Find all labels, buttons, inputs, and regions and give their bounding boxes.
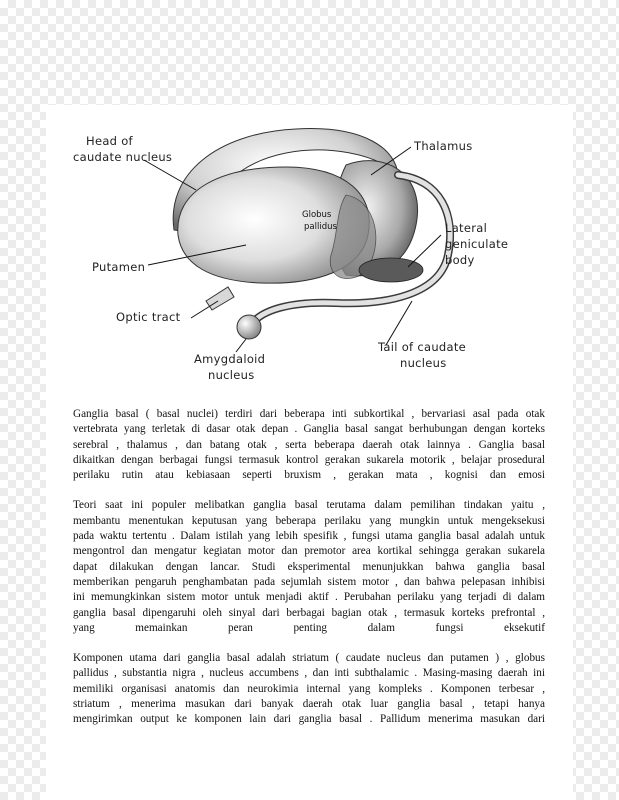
label-putamen: Putamen xyxy=(92,260,146,274)
amygdaloid-nucleus-shape xyxy=(237,315,261,339)
basal-ganglia-illustration xyxy=(46,105,573,400)
text-line: Ganglia basal ( basal nuclei) terdiri dari beberapa inti subkortikal , bervariasi asal pada otak xyxy=(73,408,545,420)
text-line: ini memungkinkan sistem motor untuk menjadi aktif . Perubahan perilaku yang terjadi di dalam xyxy=(73,591,545,604)
text-line: Teori saat ini populer melibatkan ganglia basal terutama dalam pemilihan tindakan yaitu , xyxy=(73,499,545,512)
article-body xyxy=(73,407,545,743)
label-head-caudate-line2: caudate nucleus xyxy=(73,150,173,164)
text-line: memiliki organisasi anatomis dan neurokimia internal yang kompleks . Komponen terbesar , xyxy=(73,682,545,695)
text-line: serebral , thalamus , dan batang otak , serta beberapa daerah otak lainnya . Ganglia basal xyxy=(73,438,545,451)
text-line: perilaku rutin atau kebiasaan seperti bruxism , gerakan mata , kognisi dan emosi xyxy=(73,469,545,482)
paragraph-3 xyxy=(73,651,545,727)
text-line: membantu menentukan keputusan yang beberapa perilaku yang mungkin untuk mengeksekusi xyxy=(73,514,545,527)
text-line: Komponen utama dari ganglia basal adalah striatum ( caudate nucleus dan putamen ) , globus xyxy=(73,652,545,665)
label-optic-tract: Optic tract xyxy=(116,310,181,324)
label-head-caudate-line1: Head of xyxy=(86,134,133,148)
label-amygdaloid-line2: nucleus xyxy=(208,368,255,382)
text-line: yang memainkan peran penting dalam fungsi eksekutif xyxy=(73,621,545,634)
text-line: pallidus , substantia nigra , nucleus accumbens , dan inti subthalamic . Masing-masing daerah ini xyxy=(73,667,545,680)
text-line: dapat dilakukan dengan lancar. Studi eksperimental menunjukkan bahwa ganglia basal xyxy=(73,560,545,573)
label-thalamus: Thalamus xyxy=(414,139,473,153)
label-globus-line1: Globus xyxy=(302,210,332,220)
optic-tract-shape xyxy=(206,287,234,310)
paragraph-1 xyxy=(73,407,545,483)
label-amygdaloid-line1: Amygdaloid xyxy=(194,352,266,366)
label-tail-caudate-line1: Tail of caudate xyxy=(378,340,467,354)
basal-ganglia-figure xyxy=(46,105,573,400)
label-globus-line2: pallidus xyxy=(304,222,337,232)
text-line: striatum , menerima masukan dari banyak daerah otak luar ganglia basal , tetapi hanya xyxy=(73,698,545,711)
text-line: memberikan pengaruh penghambatan pada sejumlah sistem motor , dan bahwa pelepasan inhibisi xyxy=(73,575,545,588)
text-line: vertebrata yang terletak di dasar otak depan . Ganglia basal sangat berhubungan dengan korteks xyxy=(73,423,545,436)
text-line: dikaitkan dengan berbagai fungsi termasuk kontrol gerakan sukarela motorik , belajar prosedural xyxy=(73,453,545,466)
text-line: mengontrol dan mengatur kegiatan motor dan premotor area kortikal sehingga gerakan sukarela xyxy=(73,545,545,558)
text-line: pada waktu tertentu . Dalam istilah yang lebih spesifik , fungsi utama ganglia basal adalah untuk xyxy=(73,530,545,543)
document-page xyxy=(46,105,573,800)
label-lateral-line2: geniculate xyxy=(445,237,509,251)
label-lateral-line1: Lateral xyxy=(445,221,488,235)
paragraph-2 xyxy=(73,498,545,636)
label-tail-caudate-line2: nucleus xyxy=(400,356,447,370)
text-line: mengirimkan output ke komponen lain dari ganglia basal . Pallidum menerima masukan dari xyxy=(73,713,545,726)
text-line: ganglia basal dipengaruhi oleh sinyal dari berbagai bagian otak , termasuk korteks prefrontal , xyxy=(73,606,545,619)
label-lateral-line3: body xyxy=(445,253,475,267)
